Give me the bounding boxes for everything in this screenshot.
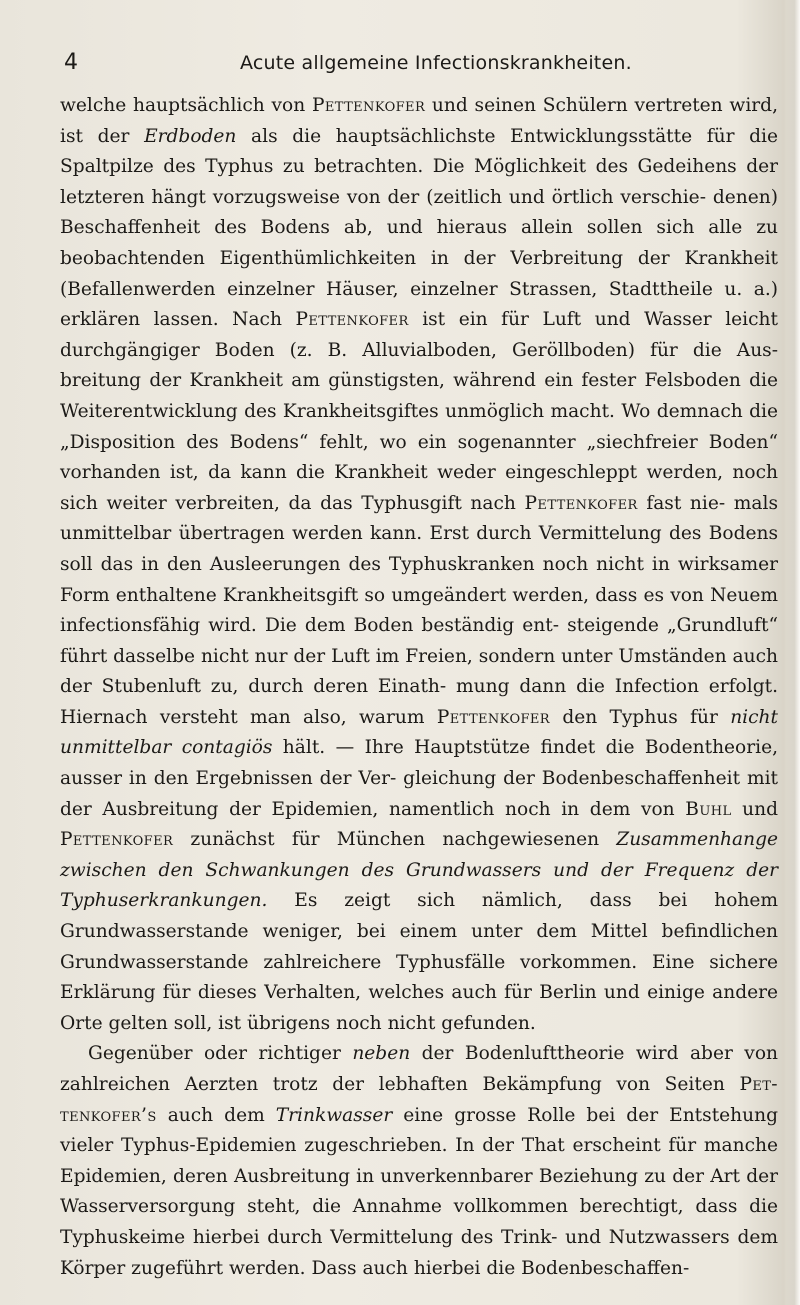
text-run: hält. — Ihre Hauptstütze findet die Bodentheorie, ausser in den Ergebnissen der Ver- gleichung der Bodenbeschaffenheit mit der Ausbreitung der Epidemien, namentlich noch in dem von	[60, 737, 778, 820]
running-title: Acute allgemeine Infectionskrankheiten.	[240, 52, 632, 74]
text-run: auch dem	[156, 1104, 276, 1126]
author-name-smallcaps: Pettenkofer	[436, 706, 550, 728]
text-run: ist ein für Luft und Wasser leicht durchgängiger Boden (z. B. Alluvialboden, Geröllboden) für die Aus- breitung der Krankheit am günstigsten, während ein fester Felsboden die Weiterentwicklung des Krankheitsgiftes unmöglich macht. Wo demnach die „Disposition des Bodens“ fehlt, wo ein sogenannter „siechfreier Boden“ vorhanden ist, da kann die Krankheit weder eingeschleppt werden, noch sich weiter verbreiten, da das Typhusgift nach	[60, 309, 778, 514]
paragraph-1	[60, 91, 778, 1039]
text-run: fast nie- mals unmittelbar übertragen werden kann. Erst durch Vermittelung des Bodens soll das in den Ausleerungen des Typhuskranken noch nicht in wirksamer Form enthaltene Krankheitsgift so umgeändert werden, dass es von Neuem infectionsfähig wird. Die dem Boden beständig ent- steigende „Grundluft“ führt dasselbe nicht nur der Luft im Freien, sondern unter Umständen auch der Stubenluft zu, durch deren Einath- mung dann die Infection erfolgt. Hiernach versteht man also, warum	[60, 492, 778, 728]
text-run: als die hauptsächlichste Entwicklungsstätte für die Spaltpilze des Typhus zu betrachten. Die Möglichkeit des Gedeihens der letzteren hängt vorzugsweise von der (zeitlich und örtlich verschie- denen) Beschaffenheit des Bodens ab, und hieraus allein sollen sich alle zu beobachtenden Eigenthümlichkeiten in der Verbreitung der Krankheit (Befallenwerden einzelner Häuser, einzelner Strassen, Stadttheile u. a.) erklären lassen. Nach	[60, 125, 779, 331]
text-run: und	[731, 798, 778, 820]
emphasis-text: nicht unmittelbar contagiös	[60, 706, 778, 759]
paragraph-2	[60, 1039, 778, 1284]
author-name-smallcaps: Pettenkofer	[295, 309, 409, 331]
text-run: Es zeigt sich nämlich, dass bei hohem Grundwasserstande weniger, bei einem unter dem Mittel befindlichen Grundwasserstande zahlreichere Typhusfälle vorkommen. Eine sichere Erklärung für dieses Verhalten, welches auch für Berlin und einige andere Orte gelten soll, ist übrigens noch nicht gefunden.	[60, 890, 778, 1034]
author-name-smallcaps: Pettenkofer	[60, 829, 174, 851]
text-run: eine grosse Rolle bei der Entstehung vieler Typhus-Epidemien zugeschrieben. In der That erscheint für manche Epidemien, deren Ausbreitung in unverkennbarer Beziehung zu der Art der Wasserversorgung steht, die Annahme vollkommen berechtigt, dass die Typhuskeime hierbei durch Vermittelung des Trink- und Nutzwassers dem Körper zugeführt werden. Dass auch hierbei die Bodenbeschaffen-	[60, 1104, 778, 1279]
author-name-smallcaps: Pet- tenkofer’s	[60, 1074, 778, 1126]
text-run: Gegenüber oder richtiger	[88, 1043, 353, 1065]
emphasis-text: Erdboden	[144, 125, 237, 147]
page-edge-shadow	[786, 0, 800, 1305]
emphasis-text: Trinkwasser	[275, 1104, 393, 1126]
text-run: der Bodenlufttheorie wird aber von zahlreichen Aerzten trotz der lebhaften Bekämpfung von Seiten	[60, 1043, 778, 1095]
author-name-smallcaps: Buhl	[685, 798, 732, 820]
page-header	[60, 48, 760, 78]
body-text	[60, 91, 778, 1284]
emphasis-text: Zusammenhange zwischen den Schwankungen des Grundwassers und der Frequenz der Typhuserkrankungen.	[60, 829, 778, 912]
text-run: den Typhus für	[550, 706, 731, 728]
text-run: und seinen Schülern vertreten wird, ist der	[60, 95, 778, 147]
text-run: welche hauptsächlich von	[60, 95, 312, 116]
author-name-smallcaps: Pettenkofer	[524, 492, 638, 514]
author-name-smallcaps: Pettenkofer	[311, 95, 426, 116]
text-run: zunächst für München nachgewiesenen	[173, 829, 617, 851]
emphasis-text: neben	[352, 1043, 411, 1065]
page-number: 4	[64, 50, 79, 75]
